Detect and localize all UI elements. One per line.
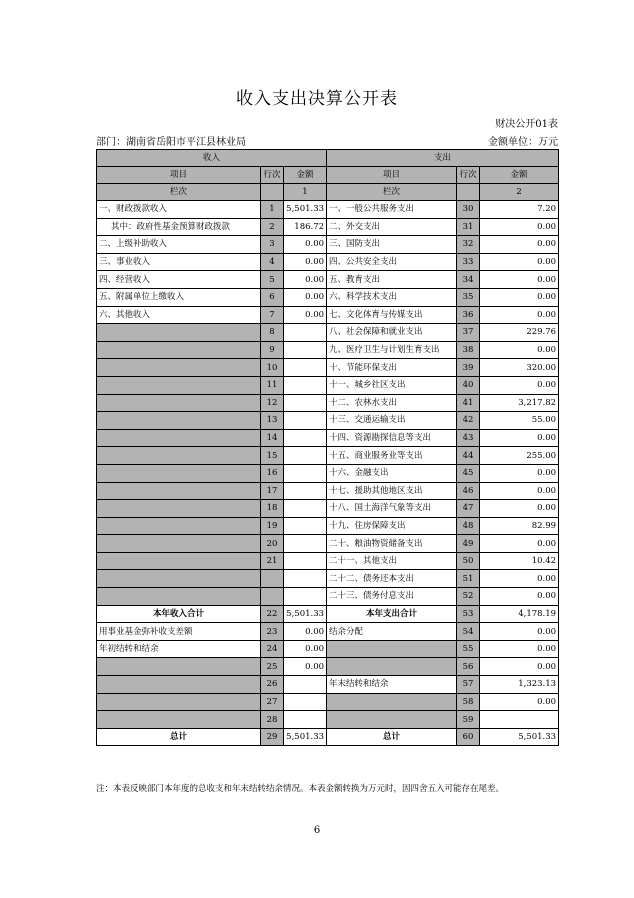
expense-item-cell: 一、一般公共服务支出 [327, 201, 457, 219]
table-row [97, 711, 559, 729]
section-header-row [97, 150, 559, 167]
income-rowno-cell: 10 [261, 359, 284, 377]
income-item-cell [97, 447, 261, 465]
expense-amount-cell: 0.00 [480, 253, 559, 271]
expense-amount-cell: 3,217.82 [480, 394, 559, 412]
income-rowno-cell: 23 [261, 623, 284, 641]
income-amount-cell [284, 711, 327, 729]
expense-rowno-cell: 55 [457, 640, 480, 658]
expense-item-cell: 五、教育支出 [327, 271, 457, 289]
income-item-cell: 总计 [97, 728, 261, 746]
table-row [97, 288, 559, 306]
income-amount-cell: 5,501.33 [284, 728, 327, 746]
expense-rowno-cell: 52 [457, 588, 480, 606]
expense-amount-cell: 0.00 [480, 623, 559, 641]
income-item-cell: 四、经营收入 [97, 271, 261, 289]
expense-item-cell: 十七、援助其他地区支出 [327, 482, 457, 500]
expense-item-cell: 年末结转和结余 [327, 676, 457, 694]
income-amount-cell: 0.00 [284, 658, 327, 676]
income-item-cell: 用事业基金弥补收支差额 [97, 623, 261, 641]
table-row [97, 253, 559, 271]
expense-amount-cell: 0.00 [480, 658, 559, 676]
income-rowno-cell: 1 [261, 201, 284, 219]
income-item-cell: 五、附属单位上缴收入 [97, 288, 261, 306]
income-rowno-cell: 26 [261, 676, 284, 694]
expense-item-cell: 十八、国土海洋气象等支出 [327, 500, 457, 518]
expense-rowno-cell: 48 [457, 517, 480, 535]
income-item-cell [97, 570, 261, 588]
column-number-row [97, 184, 559, 201]
expense-amount-cell: 0.00 [480, 640, 559, 658]
table-row [97, 588, 559, 606]
expense-column-blank [457, 184, 480, 201]
table-row [97, 394, 559, 412]
expense-item-cell: 十一、城乡社区支出 [327, 376, 457, 394]
income-rowno-cell [261, 570, 284, 588]
table-row [97, 482, 559, 500]
expense-rowno-cell: 35 [457, 288, 480, 306]
income-rowno-cell: 25 [261, 658, 284, 676]
expense-rowno-cell: 41 [457, 394, 480, 412]
expense-amount-cell: 0.00 [480, 429, 559, 447]
income-amount-cell [284, 693, 327, 711]
table-row [97, 271, 559, 289]
income-item-cell [97, 482, 261, 500]
income-column-label: 栏次 [97, 184, 261, 201]
income-rowno-cell [261, 588, 284, 606]
expense-amount-cell: 229.76 [480, 324, 559, 342]
income-amount-cell [284, 676, 327, 694]
expense-rowno-cell: 39 [457, 359, 480, 377]
expense-rowno-cell: 31 [457, 218, 480, 236]
income-rowno-cell: 20 [261, 535, 284, 553]
expense-amount-cell: 0.00 [480, 236, 559, 254]
expense-rowno-cell: 30 [457, 201, 480, 219]
expense-rowno-cell: 33 [457, 253, 480, 271]
department-label: 部门：湖南省岳阳市平江县林业局 [96, 137, 246, 148]
expense-rowno-cell: 59 [457, 711, 480, 729]
expense-rowno-cell: 38 [457, 341, 480, 359]
income-amount-cell: 0.00 [284, 623, 327, 641]
income-rowno-cell: 19 [261, 517, 284, 535]
expense-item-cell: 十六、金融支出 [327, 464, 457, 482]
expense-rowno-cell: 49 [457, 535, 480, 553]
table-row [97, 605, 559, 623]
income-amount-cell [284, 341, 327, 359]
income-amount-cell [284, 500, 327, 518]
table-row [97, 201, 559, 219]
income-item-cell [97, 324, 261, 342]
expense-rowno-cell: 43 [457, 429, 480, 447]
expense-amount-cell: 0.00 [480, 271, 559, 289]
income-item-cell [97, 693, 261, 711]
expense-amount-cell [480, 711, 559, 729]
expense-item-cell: 二十二、债务还本支出 [327, 570, 457, 588]
expense-rowno-cell: 50 [457, 552, 480, 570]
income-rowno-cell: 15 [261, 447, 284, 465]
expense-amount-cell: 0.00 [480, 570, 559, 588]
income-amount-cell: 5,501.33 [284, 201, 327, 219]
income-rowno-cell: 7 [261, 306, 284, 324]
income-item-cell: 二、上级补助收入 [97, 236, 261, 254]
table-row [97, 693, 559, 711]
income-rowno-cell: 21 [261, 552, 284, 570]
expense-rowno-cell: 45 [457, 464, 480, 482]
expense-amount-cell: 5,501.33 [480, 728, 559, 746]
page-number: 6 [313, 825, 321, 836]
column-header-row [97, 167, 559, 184]
income-item-cell: 年初结转和结余 [97, 640, 261, 658]
expense-amount-cell: 320.00 [480, 359, 559, 377]
expense-rowno-cell: 57 [457, 676, 480, 694]
expense-item-header: 项目 [327, 167, 457, 184]
expense-amount-cell: 10.42 [480, 552, 559, 570]
income-amount-cell: 0.00 [284, 271, 327, 289]
expense-item-cell [327, 693, 457, 711]
expense-section-header: 支出 [327, 150, 559, 167]
expense-rowno-cell: 44 [457, 447, 480, 465]
expense-item-cell [327, 640, 457, 658]
income-item-cell [97, 359, 261, 377]
income-item-cell [97, 676, 261, 694]
income-amount-cell: 0.00 [284, 306, 327, 324]
income-rowno-cell: 4 [261, 253, 284, 271]
expense-rowno-cell: 37 [457, 324, 480, 342]
income-amount-cell: 0.00 [284, 236, 327, 254]
expense-amount-cell: 0.00 [480, 464, 559, 482]
table-row [97, 658, 559, 676]
income-column-blank [261, 184, 284, 201]
income-rowno-cell: 28 [261, 711, 284, 729]
income-amount-cell [284, 359, 327, 377]
table-row [97, 517, 559, 535]
expense-rowno-cell: 40 [457, 376, 480, 394]
income-rowno-cell: 5 [261, 271, 284, 289]
expense-amount-cell: 0.00 [480, 376, 559, 394]
table-row [97, 218, 559, 236]
expense-rowno-cell: 36 [457, 306, 480, 324]
income-item-cell [97, 376, 261, 394]
income-item-cell [97, 464, 261, 482]
income-rowno-cell: 14 [261, 429, 284, 447]
table-row [97, 676, 559, 694]
expense-amount-cell: 0.00 [480, 535, 559, 553]
income-rowno-cell: 29 [261, 728, 284, 746]
form-number: 财决公开01表 [495, 119, 558, 130]
income-item-cell [97, 412, 261, 430]
income-item-cell [97, 658, 261, 676]
table-row [97, 640, 559, 658]
expense-amount-cell: 7.20 [480, 201, 559, 219]
expense-amount-cell: 0.00 [480, 288, 559, 306]
income-amount-cell [284, 376, 327, 394]
income-item-cell [97, 552, 261, 570]
table-row [97, 570, 559, 588]
income-item-cell [97, 711, 261, 729]
income-item-cell [97, 588, 261, 606]
expense-item-cell: 二十、粮油物资储备支出 [327, 535, 457, 553]
income-amount-cell [284, 517, 327, 535]
income-amount-cell [284, 429, 327, 447]
expense-column-label: 栏次 [327, 184, 457, 201]
income-amount-cell [284, 588, 327, 606]
income-amount-cell: 0.00 [284, 288, 327, 306]
expense-rowno-cell: 46 [457, 482, 480, 500]
expense-rowno-cell: 42 [457, 412, 480, 430]
expense-amount-cell: 0.00 [480, 693, 559, 711]
income-item-cell [97, 535, 261, 553]
expense-item-cell: 二、外交支出 [327, 218, 457, 236]
expense-item-cell: 十二、农林水支出 [327, 394, 457, 412]
expense-column-number: 2 [480, 184, 559, 201]
income-item-cell: 本年收入合计 [97, 605, 261, 623]
income-amount-cell [284, 447, 327, 465]
income-amount-cell [284, 535, 327, 553]
expense-amount-header: 金额 [480, 167, 559, 184]
expense-item-cell: 结余分配 [327, 623, 457, 641]
expense-rowno-cell: 60 [457, 728, 480, 746]
expense-item-cell: 十五、商业服务业等支出 [327, 447, 457, 465]
income-rowno-cell: 27 [261, 693, 284, 711]
income-rowno-cell: 2 [261, 218, 284, 236]
amount-unit-label: 金额单位：万元 [488, 137, 558, 148]
income-rowno-cell: 22 [261, 605, 284, 623]
table-row [97, 306, 559, 324]
income-rowno-cell: 16 [261, 464, 284, 482]
income-rowno-header: 行次 [261, 167, 284, 184]
table-row [97, 552, 559, 570]
table-row [97, 447, 559, 465]
expense-item-cell: 总计 [327, 728, 457, 746]
table-row [97, 500, 559, 518]
table-row [97, 623, 559, 641]
income-item-cell: 三、事业收入 [97, 253, 261, 271]
income-item-header: 项目 [97, 167, 261, 184]
income-item-cell [97, 517, 261, 535]
expense-rowno-cell: 58 [457, 693, 480, 711]
income-rowno-cell: 6 [261, 288, 284, 306]
income-column-number: 1 [284, 184, 327, 201]
expense-item-cell [327, 658, 457, 676]
expense-item-cell: 二十三、债务付息支出 [327, 588, 457, 606]
expense-item-cell: 七、文化体育与传媒支出 [327, 306, 457, 324]
income-item-cell [97, 394, 261, 412]
income-expense-table [96, 149, 559, 746]
expense-item-cell: 八、社会保障和就业支出 [327, 324, 457, 342]
expense-rowno-cell: 51 [457, 570, 480, 588]
expense-item-cell [327, 711, 457, 729]
expense-item-cell: 六、科学技术支出 [327, 288, 457, 306]
expense-rowno-header: 行次 [457, 167, 480, 184]
income-item-cell [97, 429, 261, 447]
expense-amount-cell: 0.00 [480, 500, 559, 518]
expense-rowno-cell: 53 [457, 605, 480, 623]
income-rowno-cell: 8 [261, 324, 284, 342]
table-row [97, 341, 559, 359]
expense-rowno-cell: 34 [457, 271, 480, 289]
table-row [97, 376, 559, 394]
income-item-cell: 其中：政府性基金预算财政拨款 [97, 218, 261, 236]
footnote: 注：本表反映部门本年度的总收支和年末结转结余情况。本表金额转换为万元时，因四舍五入可能存在尾差。 [96, 784, 505, 794]
income-rowno-cell: 11 [261, 376, 284, 394]
income-item-cell: 六、其他收入 [97, 306, 261, 324]
income-item-cell: 一、财政拨款收入 [97, 201, 261, 219]
expense-amount-cell: 55.00 [480, 412, 559, 430]
expense-item-cell: 十三、交通运输支出 [327, 412, 457, 430]
income-amount-cell [284, 324, 327, 342]
table-row [97, 535, 559, 553]
table-row [97, 429, 559, 447]
expense-amount-cell: 0.00 [480, 341, 559, 359]
expense-item-cell: 四、公共安全支出 [327, 253, 457, 271]
income-rowno-cell: 3 [261, 236, 284, 254]
table-row [97, 324, 559, 342]
income-rowno-cell: 9 [261, 341, 284, 359]
income-amount-cell: 186.72 [284, 218, 327, 236]
income-rowno-cell: 24 [261, 640, 284, 658]
income-rowno-cell: 13 [261, 412, 284, 430]
income-amount-cell [284, 570, 327, 588]
expense-amount-cell: 0.00 [480, 306, 559, 324]
income-amount-cell: 0.00 [284, 640, 327, 658]
expense-item-cell: 十九、住房保障支出 [327, 517, 457, 535]
expense-item-cell: 十、节能环保支出 [327, 359, 457, 377]
expense-amount-cell: 255.00 [480, 447, 559, 465]
income-amount-cell: 5,501.33 [284, 605, 327, 623]
expense-rowno-cell: 32 [457, 236, 480, 254]
income-amount-cell [284, 464, 327, 482]
expense-rowno-cell: 56 [457, 658, 480, 676]
expense-item-cell: 本年支出合计 [327, 605, 457, 623]
expense-rowno-cell: 47 [457, 500, 480, 518]
income-amount-header: 金额 [284, 167, 327, 184]
income-amount-cell: 0.00 [284, 253, 327, 271]
income-item-cell [97, 341, 261, 359]
income-rowno-cell: 17 [261, 482, 284, 500]
income-amount-cell [284, 394, 327, 412]
expense-amount-cell: 0.00 [480, 588, 559, 606]
expense-amount-cell: 0.00 [480, 482, 559, 500]
expense-amount-cell: 1,323.13 [480, 676, 559, 694]
table-row [97, 359, 559, 377]
expense-item-cell: 三、国防支出 [327, 236, 457, 254]
income-rowno-cell: 12 [261, 394, 284, 412]
table-row [97, 236, 559, 254]
income-rowno-cell: 18 [261, 500, 284, 518]
expense-amount-cell: 4,178.19 [480, 605, 559, 623]
table-row [97, 728, 559, 746]
expense-rowno-cell: 54 [457, 623, 480, 641]
page-title: 收入支出决算公开表 [236, 89, 398, 109]
expense-item-cell: 二十一、其他支出 [327, 552, 457, 570]
income-item-cell [97, 500, 261, 518]
expense-amount-cell: 82.99 [480, 517, 559, 535]
income-amount-cell [284, 482, 327, 500]
income-amount-cell [284, 412, 327, 430]
income-amount-cell [284, 552, 327, 570]
table-row [97, 464, 559, 482]
expense-item-cell: 十四、资源勘探信息等支出 [327, 429, 457, 447]
expense-item-cell: 九、医疗卫生与计划生育支出 [327, 341, 457, 359]
table-row [97, 412, 559, 430]
expense-amount-cell: 0.00 [480, 218, 559, 236]
income-section-header: 收入 [97, 150, 327, 167]
